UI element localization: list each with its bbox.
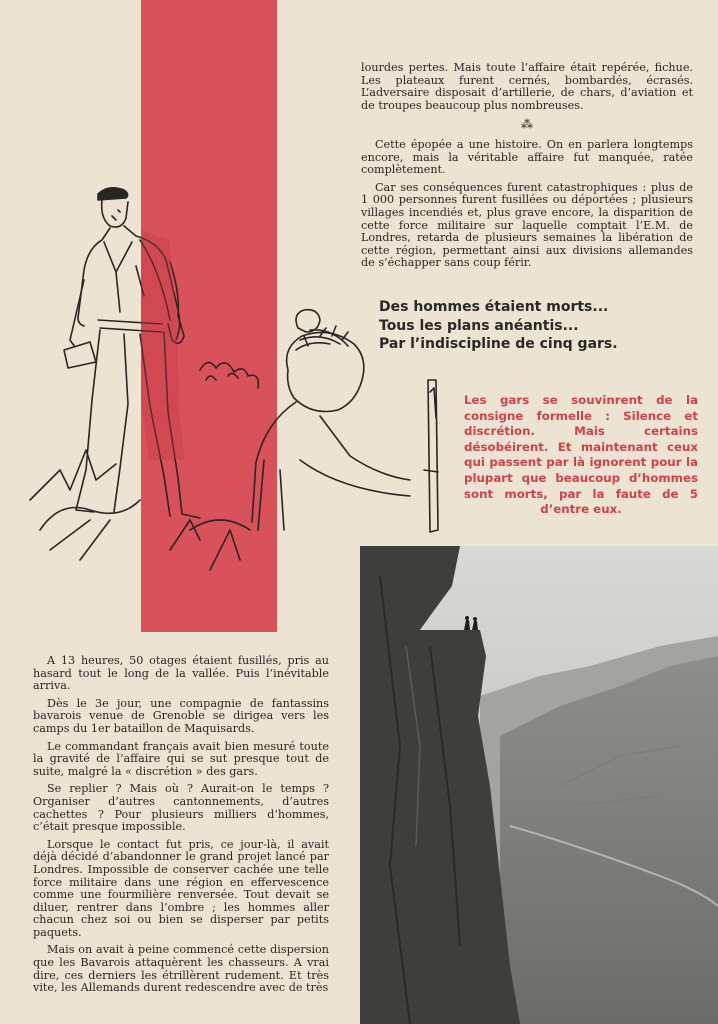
headline-line: Par l’indiscipline de cinq gars. xyxy=(379,336,618,352)
paragraph: Lorsque le contact fut pris, ce jour-là, il avait déjà décidé d’abandonner le grand projet lancé par Londres. Impossible de conserver cachée une telle force militaire dans une région en effervescence comme une fourmilière renversée. Tout devait se diluer, rentrer dans l’ombre ; les hommes aller chacun chez soi ou bien se disperser par petits paquets. xyxy=(33,837,329,939)
paragraph: Mais on avait à peine commencé cette dispersion que les Bavarois attaquèrent les chasseurs. A vrai dire, ces derniers les étrillèrent rudement. Et très vite, les Allemands durent redescendre avec de très xyxy=(33,943,329,995)
headline xyxy=(379,298,699,354)
paragraph: A 13 heures, 50 otages étaient fusillés, pris au hasard tout le long de la vallée. Puis l’inévitable arriva. xyxy=(33,654,329,693)
paragraph: Le commandant français avait bien mesuré toute la gravité de l’affaire qui se sut presque tout de suite, malgré la « discrétion » des gars. xyxy=(33,739,329,778)
headline-line: Des hommes étaient morts... xyxy=(379,299,609,315)
top-text-column xyxy=(361,62,693,275)
paragraph: Cette épopée a une histoire. On en parlera longtemps encore, mais la véritable affaire fut manquée, ratée complètement. xyxy=(361,137,693,177)
mountain-photo xyxy=(360,546,718,1024)
paragraph: Car ses conséquences furent catastrophiques : plus de 1 000 personnes furent fusillées ou déportées ; plusieurs villages incendiés et, plus grave encore, la disparition de cette force militaire sur laquelle comptait l’E.M. de Londres, retarda de plusieurs semaines la libération de cette région, permettant ainsi aux divisions allemandes de s’échapper sans coup férir. xyxy=(361,180,693,270)
section-ornament: ⁂ xyxy=(521,117,533,132)
paragraph: lourdes pertes. Mais toute l’affaire était repérée, fichue. Les plateaux furent cernés, bombardés, écrasés. L’adversaire disposait d’artillerie, de chars, d’aviation et de troupes beaucoup plus nombreuses. xyxy=(361,61,693,112)
bottom-text-column xyxy=(33,655,329,1000)
red-callout-text: Les gars se souvinrent de la consigne formelle : Silence et discrétion. Mais certains désobéirent. Et maintenant ceux qui passent par là ignorent pour la plupart que beaucoup d’hommes sont morts, par la faute de 5 d’entre eux. xyxy=(464,393,698,517)
paragraph: Se replier ? Mais où ? Aurait-on le temps ? Organiser d’autres cantonnements, d’autres cachettes ? Pour plusieurs milliers d’hommes, c’était presque impossible. xyxy=(33,782,329,834)
paragraph: Dès le 3e jour, une compagnie de fantassins bavarois venue de Grenoble se dirigea vers les camps du 1er bataillon de Maquisards. xyxy=(33,696,329,735)
headline-line: Tous les plans anéantis... xyxy=(379,317,579,334)
